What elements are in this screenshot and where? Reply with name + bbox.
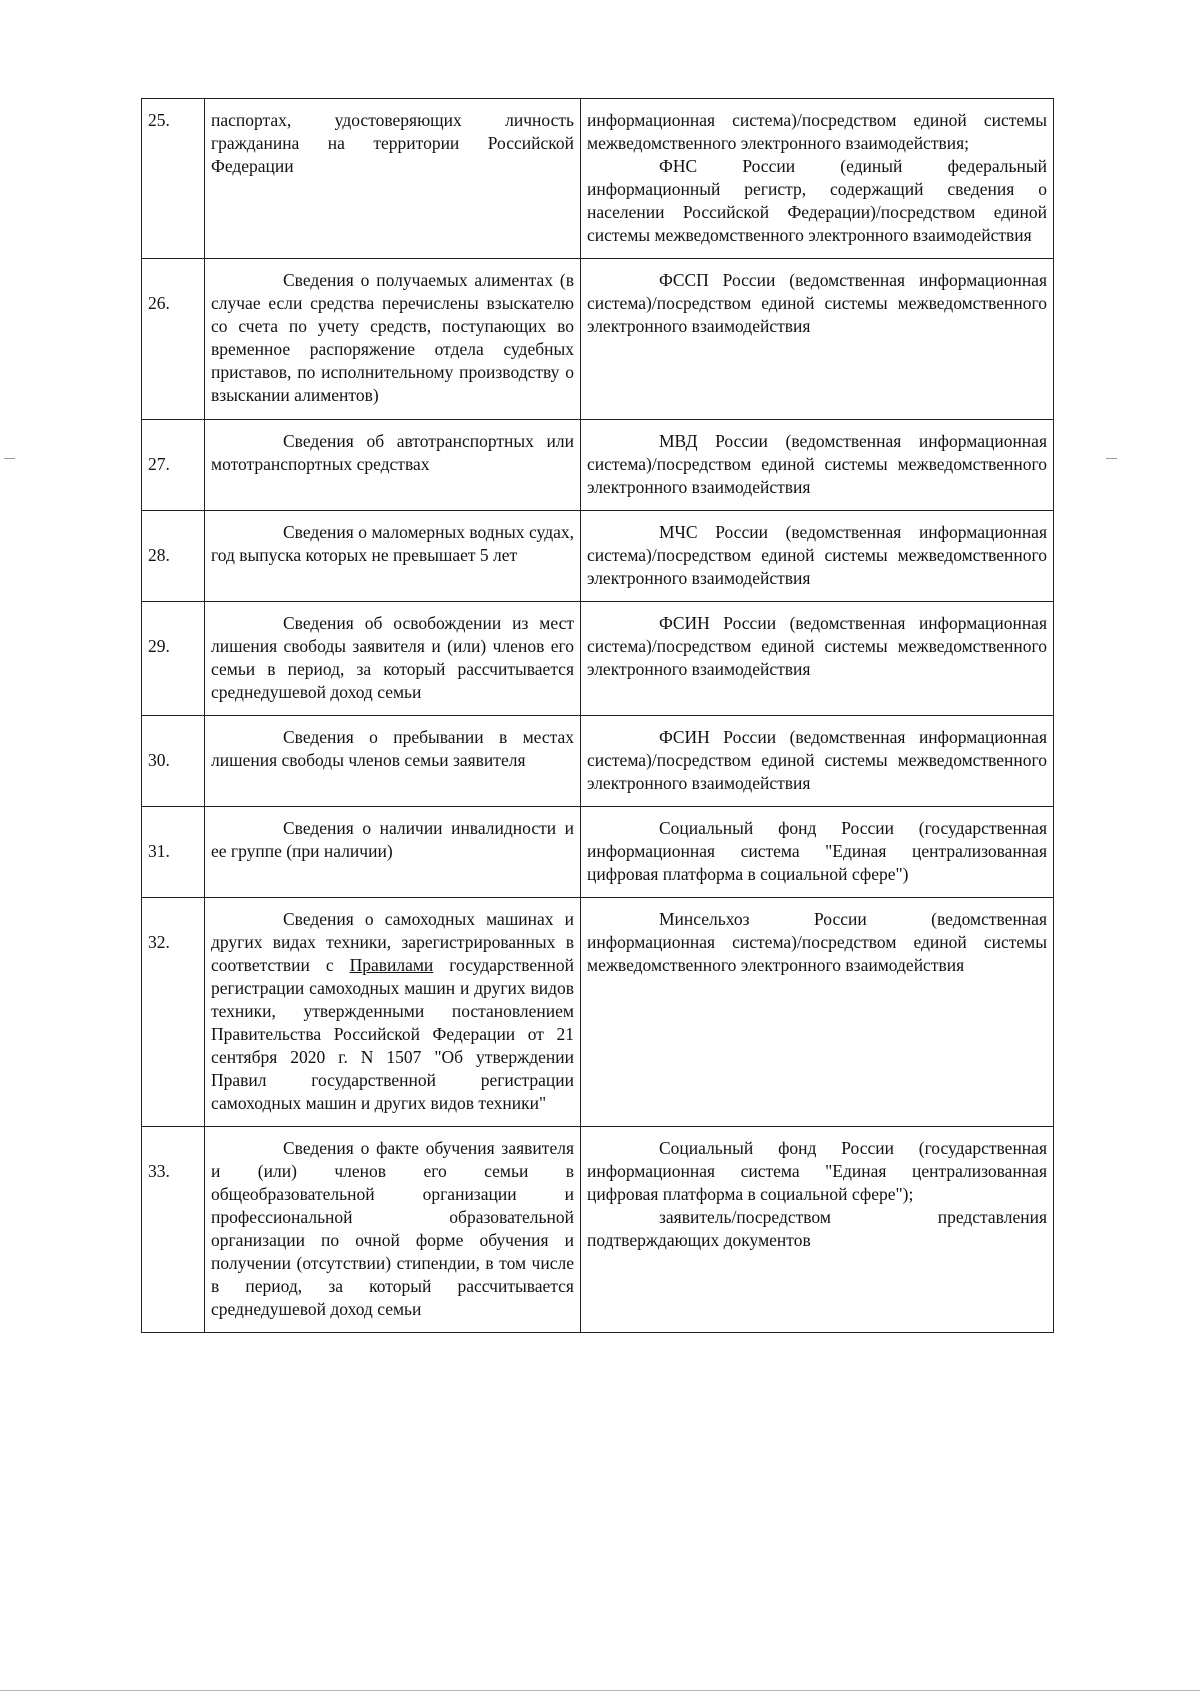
description-text-start: Сведения о самоходных машинах и других видах техники, зарегистрированных в соответствии с xyxy=(211,909,574,975)
description-cell xyxy=(205,259,581,420)
source-text: МВД России (ведомственная информационная система)/посредством единой системы межведомственного электронного взаимодействия xyxy=(587,431,1047,497)
data-sources-table xyxy=(141,98,1054,1333)
table-row xyxy=(142,898,1054,1127)
source-cell xyxy=(581,259,1054,420)
description-cell xyxy=(205,807,581,898)
source-cell xyxy=(581,1127,1054,1333)
source-text: МЧС России (ведомственная информационная система)/посредством единой системы межведомственного электронного взаимодействия xyxy=(587,522,1047,588)
description-text xyxy=(211,908,574,1115)
source-text: ФСИН России (ведомственная информационная система)/посредством единой системы межведомственного электронного взаимодействия xyxy=(587,727,1047,793)
row-number-cell xyxy=(142,99,205,259)
description-cell xyxy=(205,602,581,716)
row-number-cell xyxy=(142,807,205,898)
source-cell xyxy=(581,898,1054,1127)
source-text: Минсельхоз России (ведомственная информационная система)/посредством единой системы межведомственного электронного взаимодействия xyxy=(587,909,1047,975)
row-number-cell xyxy=(142,898,205,1127)
rules-link[interactable]: Правилами xyxy=(349,955,434,975)
row-number: 27. xyxy=(148,454,170,474)
description-cell xyxy=(205,420,581,511)
row-number-cell xyxy=(142,420,205,511)
description-text: паспортах, удостоверяющих личность гражданина на территории Российской Федерации xyxy=(211,110,574,176)
row-number-cell xyxy=(142,602,205,716)
description-text: Сведения о маломерных водных судах, год выпуска которых не превышает 5 лет xyxy=(211,522,574,565)
row-number: 29. xyxy=(148,636,170,656)
table-row xyxy=(142,807,1054,898)
source-text: ФССП России (ведомственная информационная система)/посредством единой системы межведомственного электронного взаимодействия xyxy=(587,270,1047,336)
source-text: заявитель/посредством представления подтверждающих документов xyxy=(587,1207,1047,1250)
row-number: 33. xyxy=(148,1161,170,1181)
source-cell xyxy=(581,716,1054,807)
source-cell xyxy=(581,807,1054,898)
row-number: 32. xyxy=(148,932,170,952)
scan-mark-right xyxy=(1106,458,1117,459)
table-row xyxy=(142,420,1054,511)
row-number: 26. xyxy=(148,293,170,313)
row-number: 31. xyxy=(148,841,170,861)
description-text: Сведения о получаемых алиментах (в случае если средства перечислены взыскателю со счета по учету средств, поступающих во временное распоряжение отдела судебных приставов, по исполнительному производству о взыскании алиментов) xyxy=(211,270,574,405)
description-cell xyxy=(205,1127,581,1333)
source-cell xyxy=(581,602,1054,716)
row-number: 30. xyxy=(148,750,170,770)
scan-mark-left xyxy=(4,458,15,459)
description-text-end: государственной регистрации самоходных машин и других видов техники, утвержденными постановлением Правительства Российской Федерации от 21 сентября 2020 г. N 1507 "Об утверждении Правил государственной регистрации самоходных машин и других видов техники" xyxy=(211,955,574,1113)
source-cell xyxy=(581,420,1054,511)
description-text: Сведения о наличии инвалидности и ее группе (при наличии) xyxy=(211,818,574,861)
source-text: Социальный фонд России (государственная информационная система "Единая централизованная цифровая платформа в социальной сфере") xyxy=(587,818,1047,884)
source-text: ФНС России (единый федеральный информационный регистр, содержащий сведения о населении Российской Федерации)/посредством единой системы межведомственного электронного взаимодействия xyxy=(587,156,1047,245)
scan-edge-line xyxy=(0,1690,1200,1691)
row-number-cell xyxy=(142,259,205,420)
row-number-cell xyxy=(142,511,205,602)
table-row xyxy=(142,99,1054,259)
description-text: Сведения об автотранспортных или мототранспортных средствах xyxy=(211,431,574,474)
table-row xyxy=(142,716,1054,807)
row-number-cell xyxy=(142,716,205,807)
source-text: информационная система)/посредством единой системы межведомственного электронного взаимодействия; xyxy=(587,110,1047,153)
table-row xyxy=(142,1127,1054,1333)
description-cell xyxy=(205,99,581,259)
table-row xyxy=(142,602,1054,716)
source-text: Социальный фонд России (государственная информационная система "Единая централизованная цифровая платформа в социальной сфере"); xyxy=(587,1138,1047,1204)
source-cell xyxy=(581,511,1054,602)
description-cell xyxy=(205,898,581,1127)
source-cell xyxy=(581,99,1054,259)
description-text: Сведения о пребывании в местах лишения свободы членов семьи заявителя xyxy=(211,727,574,770)
row-number-cell xyxy=(142,1127,205,1333)
source-text: ФСИН России (ведомственная информационная система)/посредством единой системы межведомственного электронного взаимодействия xyxy=(587,613,1047,679)
description-text: Сведения об освобождении из мест лишения свободы заявителя и (или) членов его семьи в период, за который рассчитывается среднедушевой доход семьи xyxy=(211,613,574,702)
description-cell xyxy=(205,511,581,602)
table-row xyxy=(142,259,1054,420)
description-text: Сведения о факте обучения заявителя и (или) членов его семьи в общеобразовательной организации и профессиональной образовательной организации по очной форме обучения и получении (отсутствии) стипендии, в том числе в период, за который рассчитывается среднедушевой доход семьи xyxy=(211,1138,574,1319)
description-cell xyxy=(205,716,581,807)
row-number: 28. xyxy=(148,545,170,565)
table-row xyxy=(142,511,1054,602)
row-number: 25. xyxy=(148,110,170,130)
